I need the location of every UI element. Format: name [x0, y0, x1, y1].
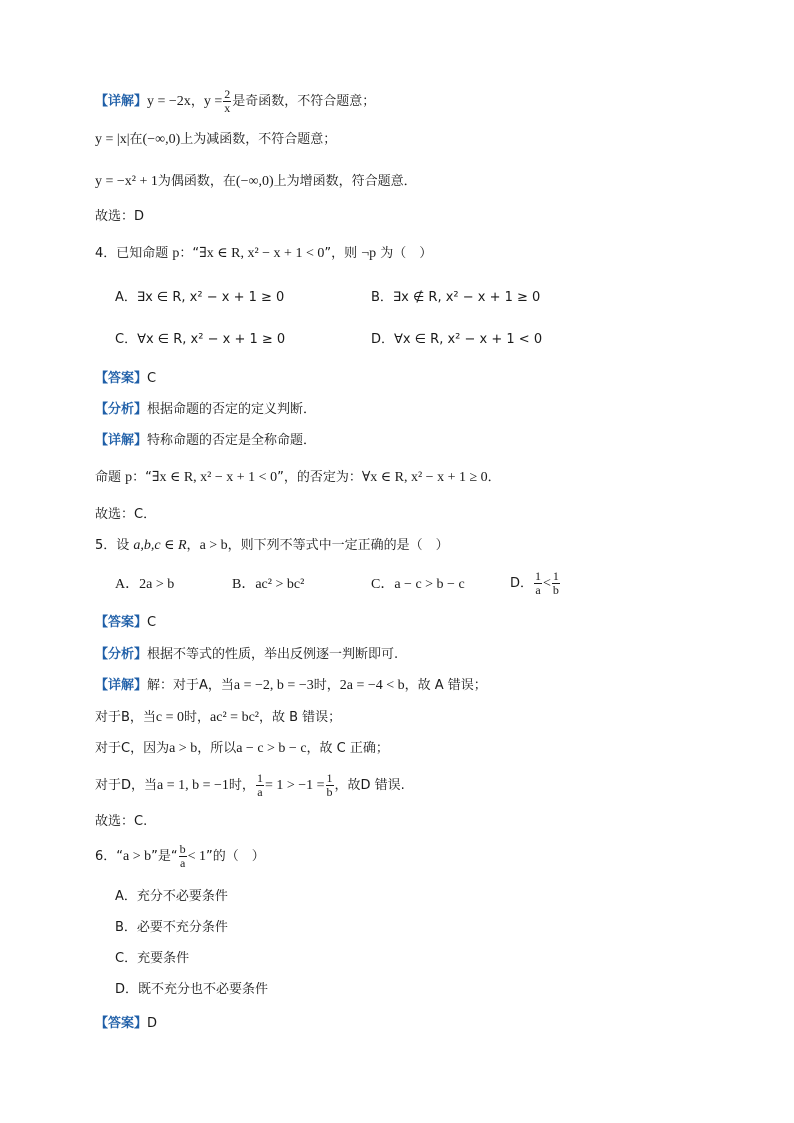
q5-option-c[interactable]: C．a − c > b − c: [371, 577, 465, 592]
q4-option-b[interactable]: B．∃x ∉ R, x² − x + 1 ≥ 0: [371, 290, 541, 305]
q6-option-b[interactable]: B．必要不充分条件: [115, 920, 228, 935]
q6-option-d[interactable]: D．既不充分也不必要条件: [115, 982, 269, 997]
q4-detail-line: 命题 p：“∃x ∈ R, x² − x + 1 < 0”，的否定为：∀x ∈ R, x² − x + 1 ≥ 0．: [95, 470, 501, 485]
q6-answer: 【答案】D: [95, 1016, 158, 1031]
q4-choice: 故选：C．: [95, 507, 157, 522]
q5-choice: 故选：C.: [95, 814, 148, 829]
q5-analysis: 【分析】根据不等式的性质，举出反例逐一判断即可.: [95, 647, 399, 662]
q6-option-a[interactable]: A．充分不必要条件: [115, 889, 228, 904]
q5-option-a[interactable]: A．2a > b: [115, 577, 175, 592]
q4-option-a[interactable]: A．∃x ∈ R, x² − x + 1 ≥ 0: [115, 290, 285, 305]
q5-detail-line-4: 对于D，当a = 1, b = −1时， $\frac{1}{a}$ = 1 > −1 = $\frac{1}{b}$ ，故D 错误.: [95, 771, 405, 799]
q5-detail-line-3: 对于C，因为a > b，所以a − c > b − c，故 C 正确；: [95, 741, 389, 756]
q5-answer: 【答案】C: [95, 615, 157, 630]
q4-detail: 【详解】特称命题的否定是全称命题．: [95, 433, 317, 448]
q4-analysis: 【分析】根据命题的否定的定义判断．: [95, 402, 317, 417]
fraction: $\frac{2}{x}$: [224, 87, 231, 115]
q5-option-b[interactable]: B．ac² > bc²: [232, 577, 305, 592]
question-5-stem: 5．设 a,b,c ∈ R，a > b，则下列不等式中一定正确的是（ ）: [95, 538, 449, 553]
detail-tag: 【详解】: [95, 94, 148, 109]
detail-line-3: y = −x² + 1为偶函数，在(−∞,0)上为增函数，符合题意．: [95, 174, 417, 189]
q4-option-d[interactable]: D．∀x ∈ R, x² − x + 1 < 0: [371, 332, 543, 347]
q5-detail-line-2: 对于B，当c = 0时，ac² = bc²，故 B 错误；: [95, 710, 342, 725]
detail-line-2: y = |x|在(−∞,0)上为减函数，不符合题意；: [95, 132, 337, 147]
q5-detail-line-1: 【详解】解：对于A，当a = −2, b = −3时，2a = −4 < b，故 A 错误；: [95, 678, 487, 693]
detail-line-1: 【详解】y = −2x，y = $\frac{2}{x}$ 是奇函数，不符合题意；: [95, 87, 376, 115]
question-6-stem: 6．“a > b”是“ $\frac{b}{a}$ < 1”的（ ）: [95, 842, 265, 870]
choice-line: 故选：D: [95, 209, 145, 224]
q4-answer: 【答案】C: [95, 371, 157, 386]
question-4-stem: 4．已知命题 p：“∃x ∈ R, x² − x + 1 < 0”，则 ¬p 为（ ）: [95, 246, 433, 261]
q6-option-c[interactable]: C．充要条件: [115, 951, 190, 966]
q4-option-c[interactable]: C．∀x ∈ R, x² − x + 1 ≥ 0: [115, 332, 286, 347]
q5-option-d[interactable]: D． $\frac{1}{a}$ < $\frac{1}{b}$: [510, 569, 559, 597]
